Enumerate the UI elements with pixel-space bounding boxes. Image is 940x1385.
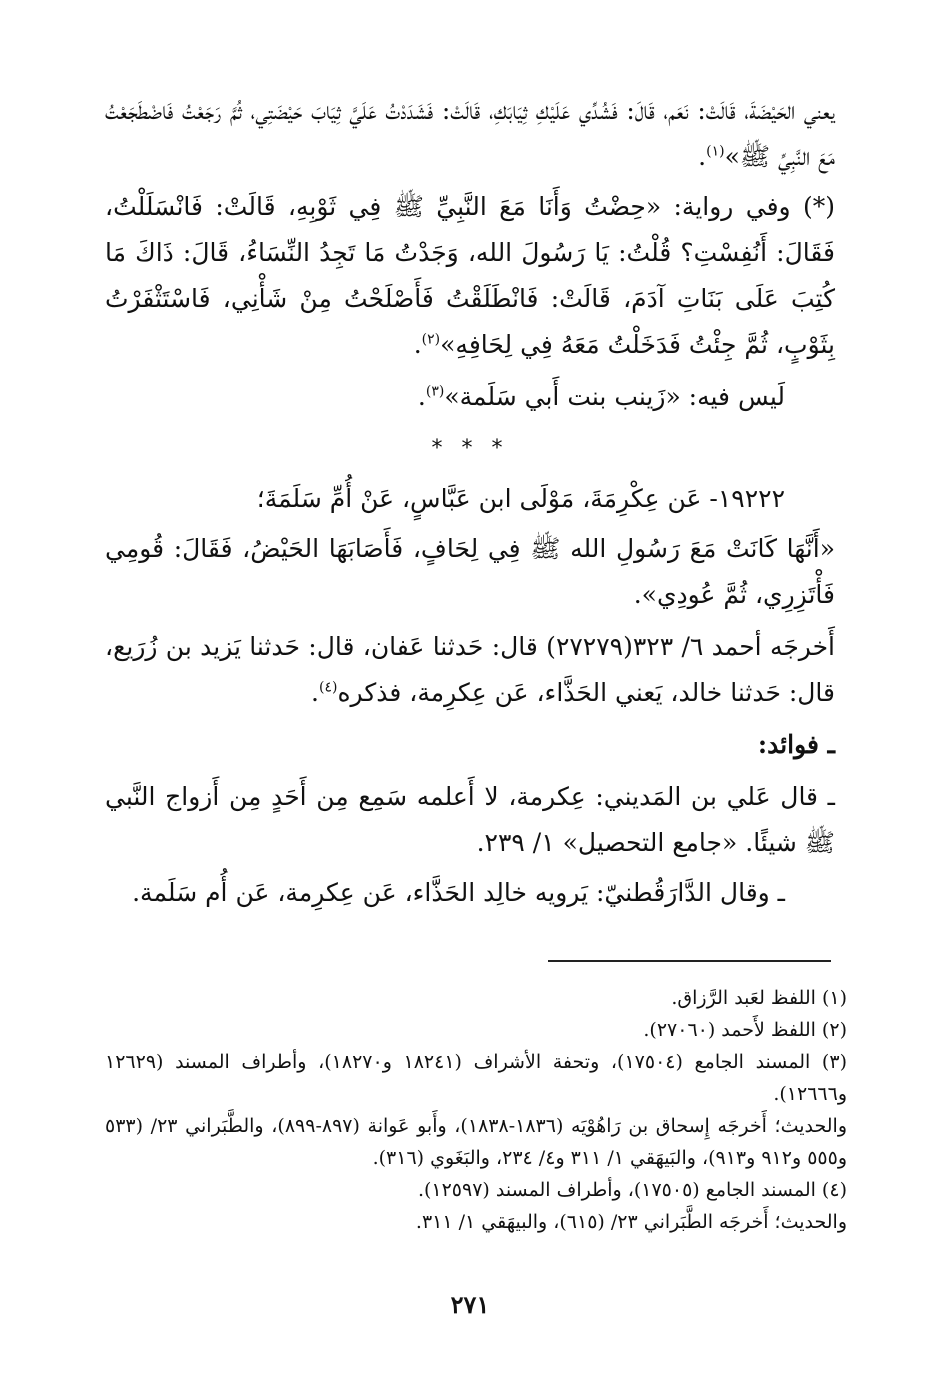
footnote-marker: (١) [706, 143, 725, 160]
punctuation: . [311, 678, 319, 707]
punctuation: . [417, 382, 426, 411]
footnote-1: (١) اللفظ لعَبد الرَّزاق. [671, 987, 847, 1009]
footnotes [105, 982, 847, 1238]
page-number: ٢٧١ [450, 1290, 490, 1319]
paragraph-note [105, 374, 835, 420]
paragraph-takhrij [105, 624, 835, 716]
punctuation: . [698, 142, 707, 171]
hadith-heading: ١٩٢٢٢- عَن عِكْرِمَةَ، مَوْلَى ابن عَبَّاسٍ، عَنْ أُمِّ سَلَمَةَ؛ [256, 484, 785, 513]
punctuation: . [413, 330, 422, 359]
paragraph-fawaid-2: ـ وقال الدَّارَقُطنيّ: يَرويه خالِد الحَذَّاء، عَن عِكرِمة، عَن أُم سَلَمة. [132, 878, 785, 907]
section-separator: * * * [431, 436, 509, 461]
paragraph-text: (*) وفي رواية: «حِضْتُ وَأَنَا مَعَ النَّبِيِّ ﷺ فِي ثَوْبِهِ، قَالَتْ: فَانْسَلَلْتُ، فَقَالَ: أَنُفِسْتِ؟ قُلْتُ: يَا رَسُولَ الله، وَجَدْتُ مَا تَجِدُ النِّسَاءُ، قَالَ: ذَاكَ مَا كُتِبَ عَلَى بَنَاتِ آدَمَ، قَالَتْ: فَانْطَلَقْتُ فَأَصْلَحْتُ مِنْ شَأْنِي، فَاسْتَثْفَرْتُ بِثَوْبٍ، ثُمَّ جِئْتُ فَدَخَلْتُ مَعَهُ فِي لِحَافِهِ» [105, 192, 835, 359]
paragraph-text: لَيس فيه: «زَينب بنت أَبي سَلَمة» [444, 382, 785, 411]
footnote-divider [548, 960, 831, 962]
paragraph-variant-narration [105, 184, 835, 368]
footnote-4-continued: والحديث؛ أَخرجَه الطَّبَراني ٢٣/ (٦١٥)، والبيهَقي ١/ ٣١١. [415, 1211, 847, 1233]
footnote-4: (٤) المسند الجامع (١٧٥٠٥)، وأطراف المسند (١٢٥٩٧). [417, 1179, 847, 1201]
paragraph-text: أَخرجَه أحمد ٦/ ٣٢٣(٢٧٢٧٩) قال: حَدثنا عَفان، قال: حَدثنا يَزيد بن زُرَيع، قال: حَدثنا خالد، يَعني الحَذَّاء، عَن عِكرِمة، فذكره [105, 632, 835, 707]
footnote-marker: (٤) [318, 679, 338, 696]
fawaid-heading: ـ فوائد: [757, 730, 835, 759]
paragraph-text: يعني الحَيْضَةَ، قَالَتْ: نَعَم، قَالَ: فَشُدِّي عَلَيْكِ ثِيَابَكِ، قَالَتْ: فَشَدَدْتُ عَلَيَّ ثِيَابَ حَيْضَتِي، ثُمَّ رَجَعْتُ فَاضْطَجَعْتُ مَعَ النَّبِيِّ ﷺ» [105, 96, 835, 171]
paragraph-hadith-text: «أَنَّهَا كَانَتْ مَعَ رَسُولِ الله ﷺ فِي لِحَافٍ، فَأَصَابَهَا الحَيْضُ، فَقَالَ: قُومِي فَأْتَزِرِي، ثُمَّ عُودِي». [105, 534, 835, 609]
footnote-marker: (٢) [421, 331, 441, 348]
footnote-marker: (٣) [425, 383, 445, 400]
footnote-3-continued: والحديث؛ أَخرجَه إِسحاق بن رَاهُوْيَه (١٨٣٦-١٨٣٨)، وأَبو عَوانة (٨٩٧-٨٩٩)، والطَّبَراني ٢٣/ (٥٣٣ و٥٥٥ و٩١٢ و٩١٣)، والبَيهَقي ١/ ٣١١ و٤/ ٢٣٤، والبَغَوي (٣١٦). [105, 1115, 848, 1169]
paragraph-fawaid-1: ـ قال عَلي بن المَديني: عِكرمة، لا أَعلمه سَمِع مِن أَحَدٍ مِن أَزواج النَّبي ﷺ شيئًا. «جامع التحصيل» ١/ ٢٣٩. [105, 782, 835, 857]
footnote-3: (٣) المسند الجامع (١٧٥٠٤)، وتحفة الأشراف (١٨٢٤١ و١٨٢٧٠)، وأطراف المسند (١٢٦٢٩ و١٢٦٦٦). [105, 1051, 847, 1105]
footnote-2: (٢) اللفظ لأَحمد (٢٧٠٦٠). [643, 1019, 847, 1041]
main-text [105, 88, 835, 916]
paragraph-hadith-end [105, 88, 835, 180]
